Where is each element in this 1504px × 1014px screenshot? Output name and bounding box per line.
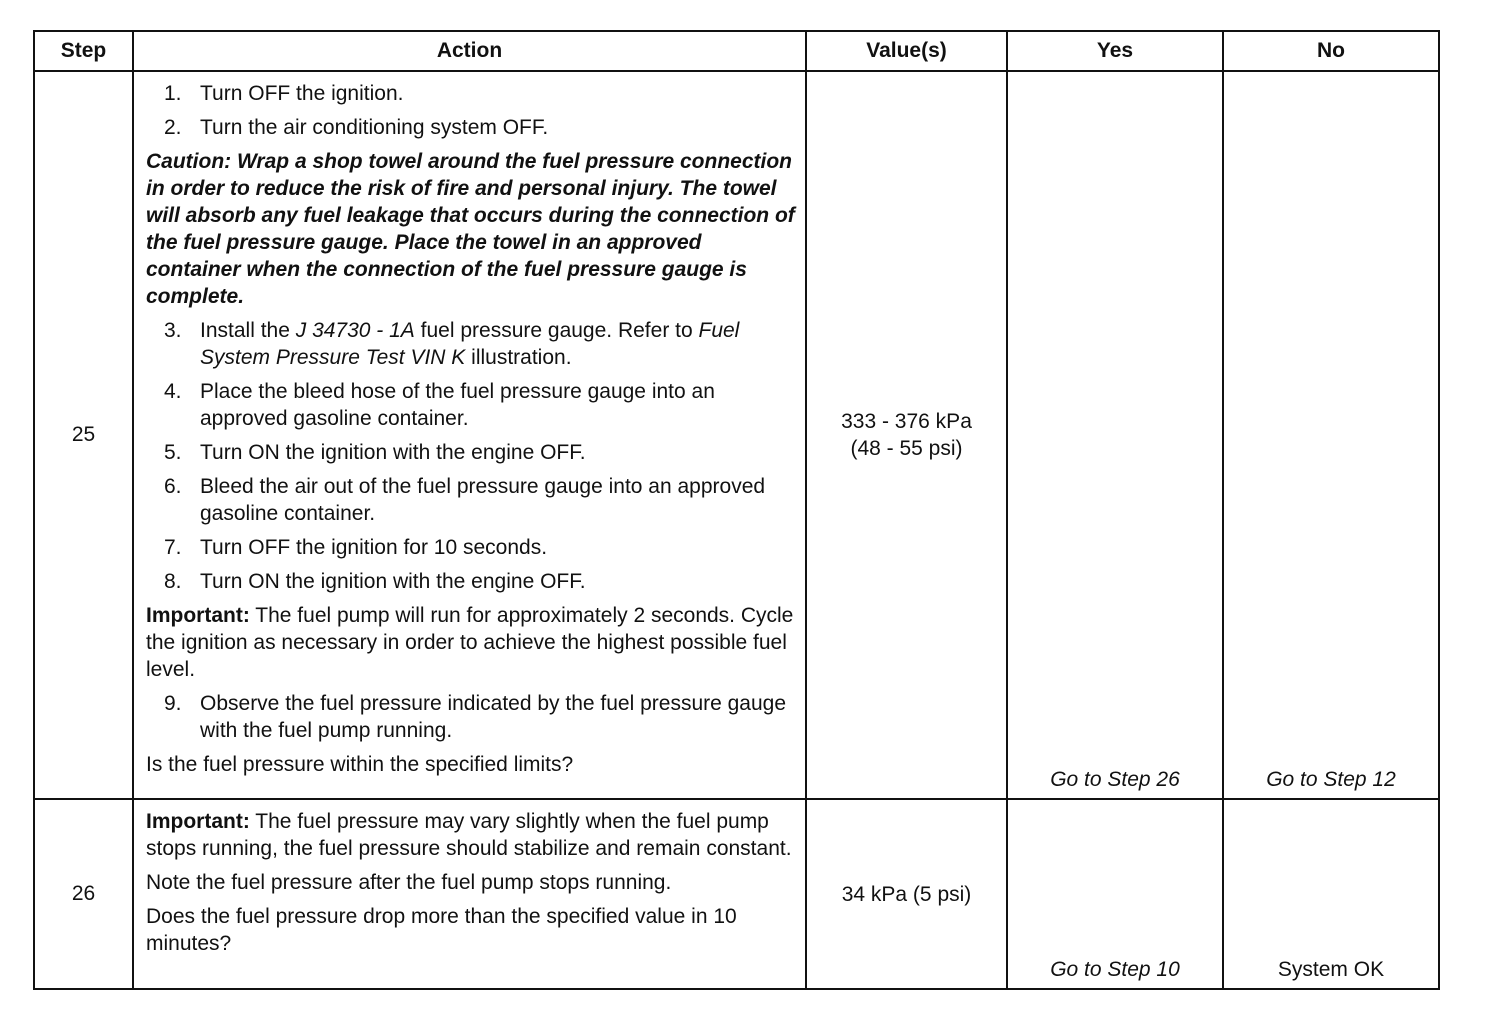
question-text: Is the fuel pressure within the specified limits?	[146, 753, 574, 776]
value-kpa-psi: 34 kPa (5 psi)	[841, 882, 972, 906]
action-item: 1. Turn OFF the ignition.	[164, 82, 404, 105]
note-text: Note the fuel pressure after the fuel pump stops running.	[146, 871, 672, 894]
header-step: Step	[34, 31, 133, 71]
no-cell: Go to Step 12	[1223, 71, 1439, 799]
header-values: Value(s)	[806, 31, 1007, 71]
header-action: Action	[133, 31, 806, 71]
action-item: 2. Turn the air conditioning system OFF.	[164, 116, 549, 139]
action-item: 4. Place the bleed hose of the fuel pressure gauge into an approved gasoline container.	[164, 380, 715, 430]
value-cell	[806, 799, 1007, 989]
tool-reference: J 34730 - 1A	[295, 319, 415, 342]
action-item: 5. Turn ON the ignition with the engine OFF.	[164, 441, 586, 464]
caution-note: Caution: Wrap a shop towel around the fuel pressure connection in order to reduce the risk of fire and personal injury. The towel will absorb any fuel leakage that occurs during the connection of the fuel pressure gauge. Place the towel in an approved container when the connection of the fuel pressure gauge is complete.	[146, 150, 795, 308]
no-cell: System OK	[1223, 799, 1439, 989]
header-yes: Yes	[1007, 31, 1223, 71]
table-row-step-25	[34, 71, 1439, 799]
action-item: 3. Install the J 34730 - 1A fuel pressure gauge. Refer to Fuel System Pressure Test VIN K illustration.	[164, 319, 740, 369]
important-note: Important: The fuel pressure may vary slightly when the fuel pump stops running, the fuel pressure should stabilize and remain constant.	[146, 810, 792, 860]
yes-cell: Go to Step 10	[1007, 799, 1223, 989]
step-number: 26	[34, 799, 133, 989]
step-number: 25	[34, 71, 133, 799]
action-cell	[133, 799, 806, 989]
value-psi: (48 - 55 psi)	[850, 437, 963, 460]
header-row	[34, 31, 1439, 71]
action-item: 7. Turn OFF the ignition for 10 seconds.	[164, 536, 548, 559]
table-row-step-26	[34, 799, 1439, 989]
action-item: 6. Bleed the air out of the fuel pressure gauge into an approved gasoline container.	[164, 475, 766, 525]
illustration-reference: Fuel System Pressure Test VIN K	[200, 319, 740, 369]
header-no: No	[1223, 31, 1439, 71]
question-text: Does the fuel pressure drop more than the specified value in 10 minutes?	[146, 905, 737, 955]
important-note: Important: The fuel pump will run for approximately 2 seconds. Cycle the ignition as necessary in order to achieve the highest possible fuel level.	[146, 604, 794, 681]
yes-cell: Go to Step 26	[1007, 71, 1223, 799]
value-kpa: 333 - 376 kPa	[841, 410, 972, 433]
action-cell	[133, 71, 806, 799]
value-cell	[806, 71, 1007, 799]
diagnostic-table	[33, 30, 1440, 990]
action-item: 9. Observe the fuel pressure indicated by the fuel pressure gauge with the fuel pump running.	[164, 692, 787, 742]
action-item: 8. Turn ON the ignition with the engine OFF.	[164, 570, 586, 593]
